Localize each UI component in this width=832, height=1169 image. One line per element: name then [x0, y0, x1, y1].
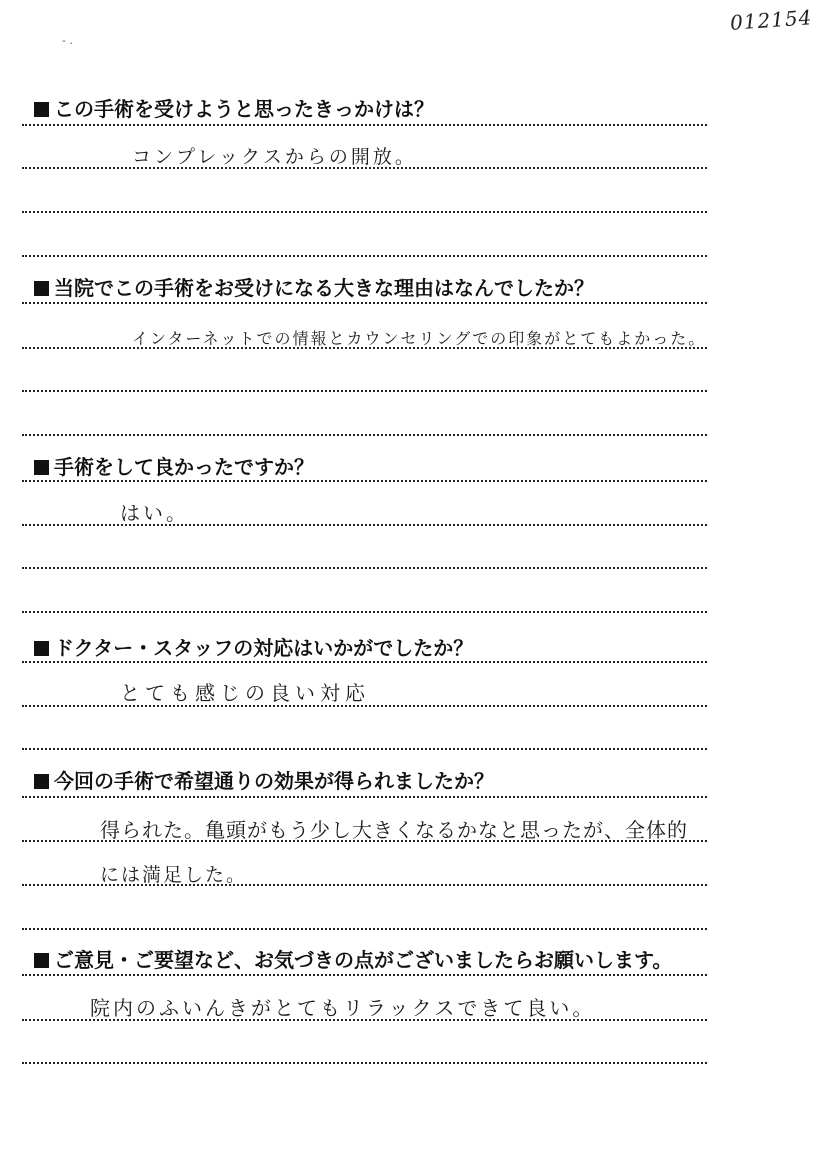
question-label-2: 当院でこの手術をお受けになる大きな理由はなんでしたか？	[34, 272, 594, 301]
dotted-rule	[22, 705, 707, 707]
square-bullet-icon	[34, 281, 49, 296]
dotted-rule	[22, 567, 707, 569]
answer-line-5-1: 得られた。亀頭がもう少し大きくなるかなと思ったが、全体的	[100, 818, 688, 842]
dotted-rule	[22, 255, 707, 257]
question-label-6: ご意見・ご要望など、お気づきの点がございましたらお願いします。	[34, 944, 672, 973]
question-label-3: 手術をして良かったですか？	[34, 451, 314, 480]
dotted-rule	[22, 974, 707, 976]
dotted-rule	[22, 611, 707, 613]
serial-number: 012154	[729, 5, 814, 35]
dotted-rule	[22, 302, 707, 304]
answer-line-6-1: 院内のふいんきがとてもリラックスできて良い。	[90, 996, 596, 1020]
dotted-rule	[22, 840, 707, 842]
dotted-rule	[22, 1062, 707, 1064]
answer-line-3-1: はい。	[120, 501, 189, 525]
question-label-1: この手術を受けようと思ったきっかけは？	[34, 93, 434, 122]
dotted-rule	[22, 661, 707, 663]
dotted-rule	[22, 928, 707, 930]
square-bullet-icon	[34, 774, 49, 789]
dotted-rule	[22, 211, 707, 213]
dotted-rule	[22, 167, 707, 169]
answer-line-2-1: インターネットでの情報とカウンセリングでの印象がとてもよかった。	[132, 329, 707, 348]
dotted-rule	[22, 480, 707, 482]
dotted-rule	[22, 748, 707, 750]
dotted-rule	[22, 1019, 707, 1021]
dotted-rule	[22, 390, 707, 392]
answer-line-5-2: には満足した。	[100, 864, 248, 886]
dotted-rule	[22, 796, 707, 798]
question-label-4: ドクター・スタッフの対応はいかがでしたか？	[34, 632, 473, 661]
square-bullet-icon	[34, 641, 49, 656]
dotted-rule	[22, 434, 707, 436]
dotted-rule	[22, 347, 707, 349]
dotted-rule	[22, 884, 707, 886]
dotted-rule	[22, 124, 707, 126]
square-bullet-icon	[34, 102, 49, 117]
square-bullet-icon	[34, 460, 49, 475]
answer-line-4-1: とても感じの良い対応	[120, 681, 370, 705]
dotted-rule	[22, 524, 707, 526]
answer-line-1-1: コンプレックスからの開放。	[132, 146, 417, 168]
square-bullet-icon	[34, 953, 49, 968]
question-label-5: 今回の手術で希望通りの効果が得られましたか？	[34, 765, 494, 794]
scan-speck: - .	[62, 34, 73, 47]
